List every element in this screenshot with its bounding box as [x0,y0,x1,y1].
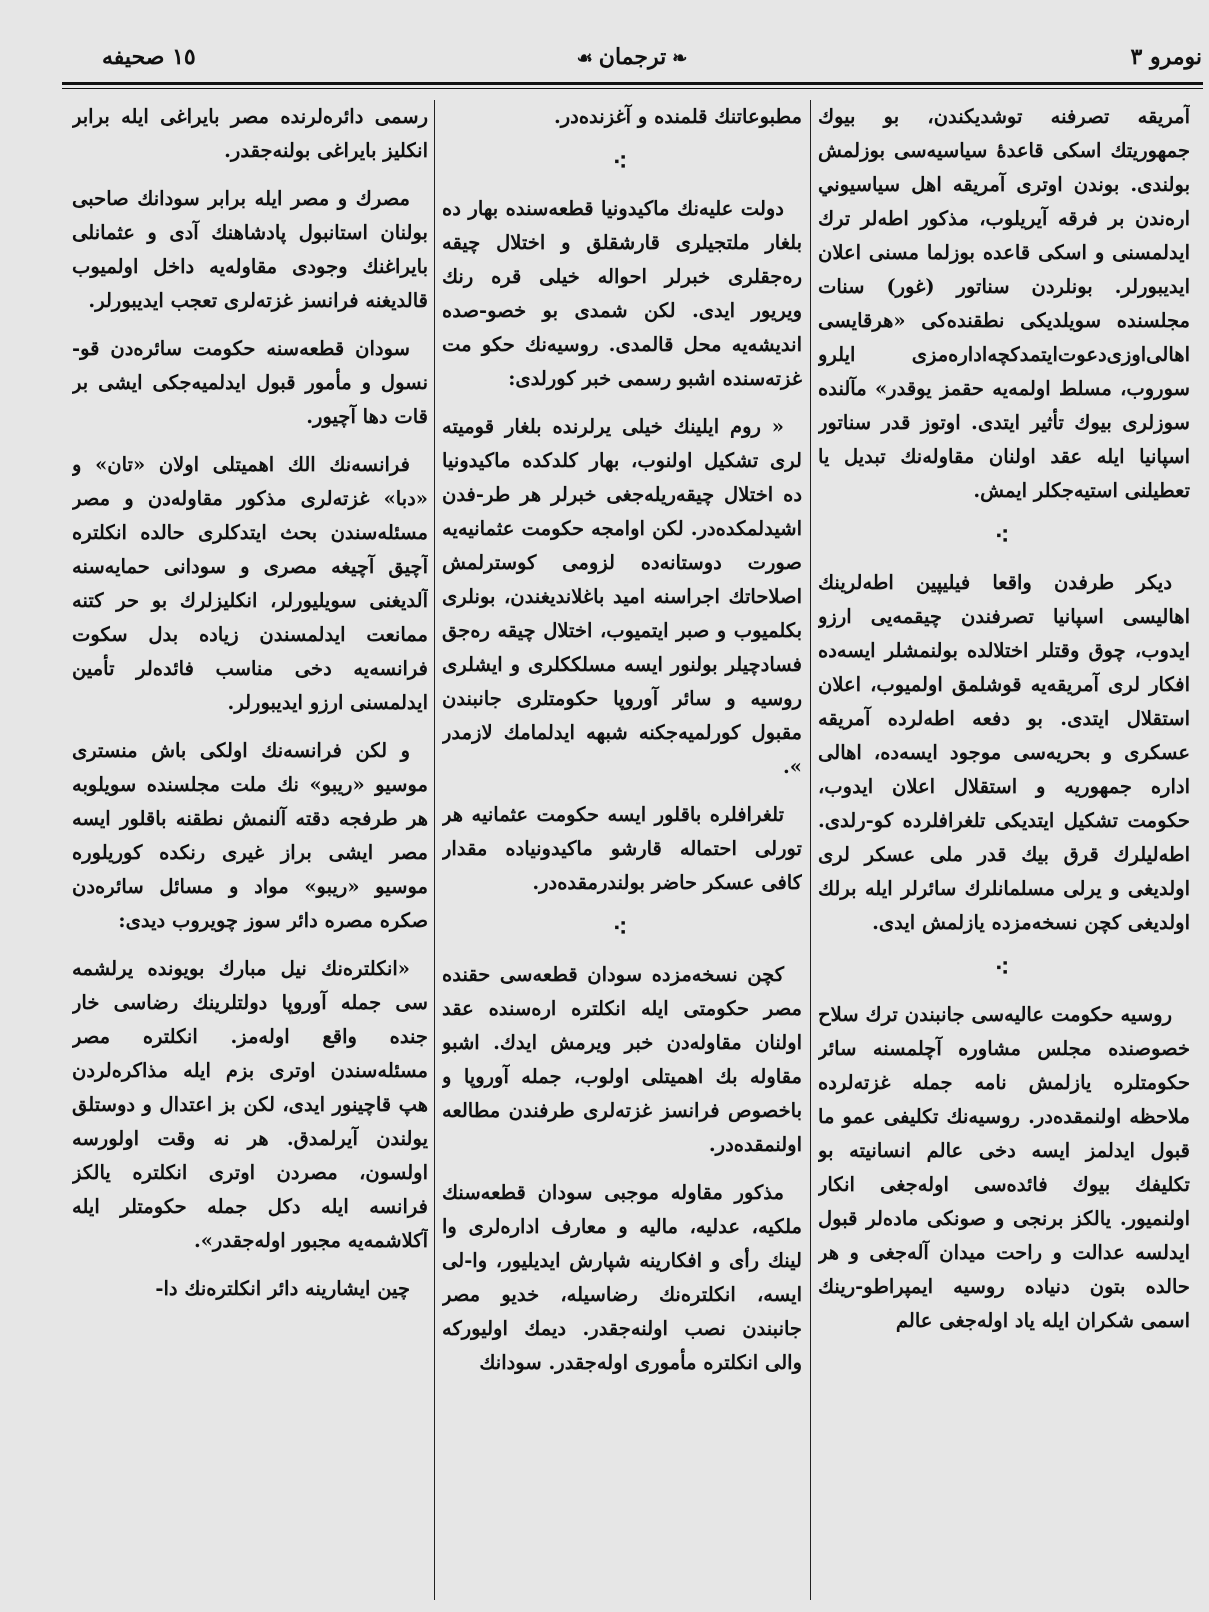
masthead [62,44,1202,70]
column-middle [442,100,802,1600]
column-right [818,100,1190,1600]
header-rule-thin [62,88,1203,89]
paragraph: سودان قطعه‌سنه حكومت سائره‌دن قو-نسول و مأمور قبول ايدلميه‌جكى ايشى بر قات دها آچيور. [72,337,428,428]
paragraph: دولت عليه‌نك ماكيدونيا قطعه‌سنده بهار ده بلغار ملتجيلرى قارشقلق و اختلال چيقه ره‌جقلرى خبرلر احواله خيلى قره رنك ويريور ايدى. لكن شمدى بو خصو-صده انديشه‌يه محل قالمدى. روسيه‌نك حكو مت غزته‌سنده اشبو رسمى خبر كورلدى: [442,197,802,390]
paragraph: مطبوعاتنك قلمنده و آغزنده‌در. [553,105,802,128]
page-header [62,40,1202,88]
column-divider-right [810,100,811,1600]
paragraph: روسيه حكومت عاليه‌سى جانبندن ترك سلاح خصوصنده مجلس مشاوره آچلمسنه سائر حكومتلره يازلمش نامه جمله غزته‌لرده ملاحظه اولنمقده‌در. روسيه‌نك تكليفى عمو ما قبول ايدلمز ايسه دخى عالم انسانيته بو تكليفك بيوك فائده‌سى اوله‌جغى انكار اولنميور. يالكز برنجى و صونكى ماده‌لر قبول ايدلسه عدالت و راحت ميدان آله‌جغى و هر حالده بتون دنياده روسيه ايمپراطو-رينك اسمى شكران ايله ياد اوله‌جغى عالم [818,1003,1190,1332]
paragraph: رسمى دائره‌لرنده مصر بايراغى ايله برابر انكليز بايراغى بولنه‌جقدر. [72,105,428,162]
page-number: ١٥ صحيفه [102,44,196,70]
newspaper-title: ترجمان [598,44,667,70]
section-separator: ⁖ [994,522,1014,552]
section-separator: ⁖ [612,148,632,178]
paragraph: آمريقه تصرفنه توشديكندن، بو بيوك جمهوريتك اسكى قاعدهٔ سياسيه‌سى بوزلمش بولندى. بوندن اوترى آمريقه اهل سياسيو‌ني اره‌ندن بر فرقه آيريلوب، مذكور اطه‌لر ترك ايدلمسنى و اسكى قاعده بوزلما مسنى اعلان ايديبورلر. بونلردن سناتور (غور) سنات مجلسنده سويلديكى نطقنده‌كى «هرقايسى اهالى‌اوزى‌دعوت‌ايتمدكچه‌اداره‌مزى ايلرو سوروب، مسلط اولمه‌يه حقمز يوقدر» مآلنده سوزلرى بيوك تأثير ايتدى. اوتوز قدر سناتور اسپانيا ايله عقد اولنان مقاوله‌نك تبديل يا تعطيلنى استيه‌جكلر ايمش. [818,105,1190,502]
paragraph: « روم ايلينك خيلى يرلرنده بلغار قوميته لرى تشكيل اولنوب، بهار كلدكده ماكيدونيا ده اختلال چيقه‌ريله‌جغى خبرلر هر طر-فدن اشيدلمكده‌در. لكن اوامجه حكومت عثمانيه‌يه صورت دوستانه‌ده لزومى كوسترلمش اصلاحاتك اجراسنه اميد باغلانديغندن، بونلرى بكلميوب و صبر ايتميوب، اختلال چيقه ره‌جق فسادچيلر بولنور ايسه مسلككلرى و ايشلرى روسيه و سائر آوروپا حكومتلرى جانبندن مقبول كورلميه‌جكنه شبهه ايدلمامك لازمدر ». [442,415,802,778]
paragraph: كچن نسخه‌مزده سودان قطعه‌سى حقنده مصر حكومتى ايله انكلتره اره‌سنده عقد اولنان مقاوله‌دن خبر ويرمش ايدك. اشبو مقاوله بك اهميتلى اولوب، جمله آوروپا و باخصوص فرانسز غزته‌لرى طرفندن مطالعه اولنمقده‌در. [442,963,802,1156]
paragraph: و لكن فرانسه‌نك اولكى باش منسترى موسيو «ريبو» نك ملت مجلسنده سويلوبه هر طرفجه دقته آلنمش نطقنه باقلور ايسه مصر ايشى براز غيرى رنكده كوريلوره موسيو «ريبو» مواد و مسائل سائره‌دن صكره مصره دائر سوز چويروب ديدى: [72,739,428,932]
paragraph: ديكر طرفدن واقعا فيليپين اطه‌لرينك اهاليسى اسپانيا تصرفندن چيقمه‌يى ارزو ايدوب، چوق وقتلر اختلالده بولنمشلر ايسه‌ده افكار لرى آمريقه‌يه قوشلمق اولميوب، اعلان استقلال ايتدى. بو دفعه اطه‌لرده آمريقه عسكرى و بحريه‌سى موجود ايسه‌ده، اهالى اداره جمهوريه و استقلال اعلان ايدوب، حكومت تشكيل ايتديكى تلغرافلرده كو-رلدى. اطه‌ليلرك قرق بيك قدر ملى عسكر لرى اولديغى و يرلى مسلمانلرك سائرلر ايله برلك اولديغى كچن نسخه‌مزده يازلمش ايدى. [818,571,1190,934]
paragraph: «انكلتره‌نك نيل مبارك بويونده يرلشمه سى جمله آوروپا دولتلرينك رضاسى خار جنده واقع اوله‌مز. انكلتره مصر مسئله‌سندن اوترى بزم ايله مذاكره‌لردن هپ قاچينور ايدى، لكن بز اعتدال و دوستلق يولندن آيرلمدق. هر نه وقت اولورسه اولسون، مصردن اوترى انكلتره يالكز فرانسه ايله دكل جمله حكومتلر ايله آكلاشمه‌يه مجبور اوله‌جقدر». [72,957,428,1252]
paragraph: چين ايشارينه دائر انكلتره‌نك دا- [155,1277,410,1300]
section-separator: ⁖ [994,954,1014,984]
paragraph: فرانسه‌نك الك اهميتلى اولان «تان» و «دبا» غزته‌لرى مذكور مقاوله‌دن و مصر مسئله‌سندن بحث ايتدكلرى حالده انكلتره آچيق آچيغه مصرى و سودانى حمايه‌سنه آلديغنى سويليورلر، انكليزلرك بو حر كتنه ممانعت ايدلمسندن زياده بدل سكوت فرانسه‌يه دخى مناسب فائده‌لر تأمين ايدلمسنى ارزو ايديبورلر. [72,453,428,714]
paragraph: تلغرافلره باقلور ايسه حكومت عثمانيه هر تورلى احتماله قارشو ماكيدونياده مقدار كافى عسكر حاضر بولندرمقده‌در. [442,803,802,894]
paragraph: مصرك و مصر ايله برابر سودانك صاحبى بولنان استانبول پادشاهنك آدى و عثمانلى بايراغنك وجودى مقاوله‌يه داخل اولميوب قالديغنه فرانسز غزته‌لرى تعجب ايديبورلر. [72,187,428,312]
issue-number: نومرو ٣ [1130,44,1202,70]
column-divider-left [434,100,435,1600]
paragraph: مذكور مقاوله موجبى سودان قطعه‌سنك ملكيه، عدليه، ماليه و معارف اداره‌لرى وا لينك رأى و افكارينه شپارش ايديليور، وا-لى ايسه، انكلتره‌نك رضاسيله، خديو مصر جانبندن نصب اولنه‌جقدر. ديمك اوليوركه والى انكلتره مأمورى اوله‌جقدر. سودانك [442,1181,802,1374]
section-separator: ⁖ [612,914,632,944]
column-left [72,100,428,1600]
right-ornament-icon: ☙ [576,48,593,69]
left-ornament-icon: ❧ [672,48,688,69]
header-rule-thick [62,82,1203,85]
